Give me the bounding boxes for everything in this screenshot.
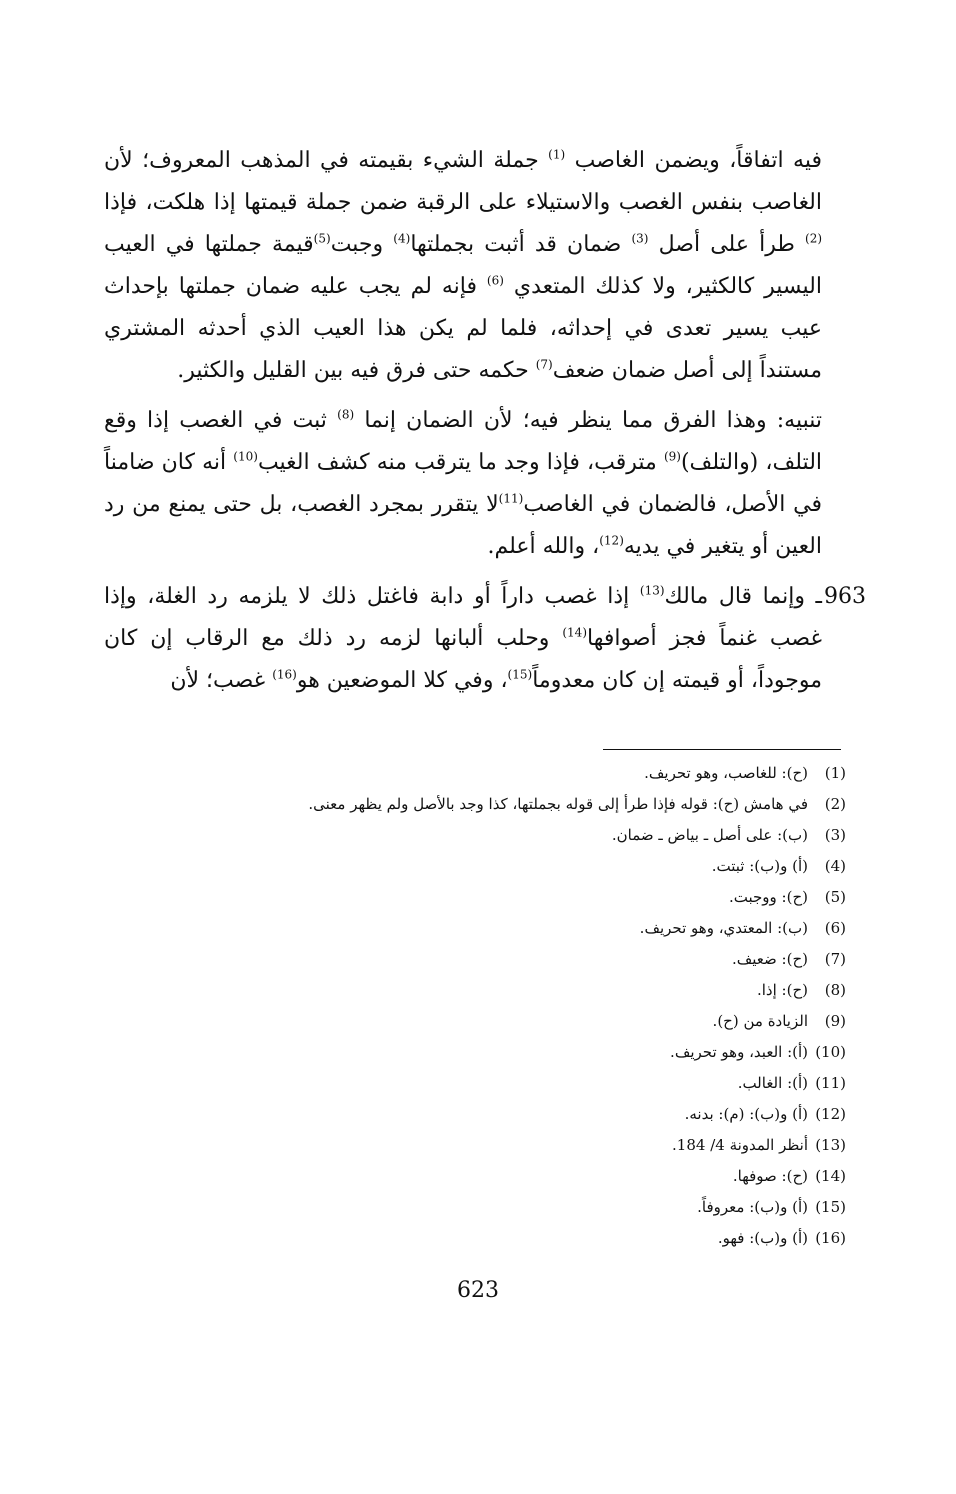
- footnote-number: (4): [824, 857, 846, 875]
- text-segment: قيمة جملتها في العيب اليسير كالكثير، ولا كذلك المتعدي: [104, 232, 822, 299]
- footnote-ref-2[interactable]: (2): [805, 231, 823, 246]
- footnote-ref-7[interactable]: (7): [535, 357, 553, 372]
- footnote-text: (ح): إذا.: [757, 981, 808, 999]
- footnote-ref-16[interactable]: (16): [272, 667, 297, 682]
- footnote-number: (8): [824, 981, 846, 999]
- footnote-separator: [603, 749, 841, 750]
- footnote-ref-4[interactable]: (4): [393, 231, 411, 246]
- footnote-text: في هامش (ح): قوله فإذا طرأ إلى قوله بجملتها، كذا وجد بالأصل ولم يظهر معنى.: [308, 795, 808, 813]
- footnote-text: (أ) و(ب): فهو.: [717, 1229, 808, 1247]
- footnote-ref-12[interactable]: (12): [599, 533, 624, 548]
- footnote-ref-6[interactable]: (6): [486, 273, 504, 288]
- text-segment: ثبت في الغصب إذا وقع التلف، (والتلف): [104, 408, 823, 475]
- footnote-ref-9[interactable]: (9): [663, 449, 681, 464]
- text-segment: ـ وإنما قال مالك: [664, 584, 822, 609]
- footnote-item: [126, 1130, 846, 1161]
- footnote-number: (7): [824, 950, 846, 968]
- text-segment: فإنه لم يجب عليه ضمان جملتها بإحداث عيب يسير تعدى في إحداثه، فلما لم يكن هذا العيب الذي أحدثه المشتري مستنداً إلى أصل ضمان ضعف: [104, 274, 822, 383]
- section-number: 963: [824, 584, 866, 609]
- text-segment: أنه كان ضامناً في الأصل، فالضمان في الغاصب: [104, 450, 822, 517]
- footnote-ref-15[interactable]: (15): [507, 667, 533, 682]
- footnote-number: (15): [815, 1198, 846, 1216]
- footnote-text: (ح): صوفها.: [732, 1167, 808, 1185]
- footnote-number: (11): [815, 1074, 846, 1092]
- footnote-item: [126, 1192, 846, 1223]
- footnote-ref-5[interactable]: (5): [313, 231, 331, 246]
- footnote-text: (ب): المعتدي، وهو تحريف.: [639, 919, 808, 937]
- footnote-number: (10): [815, 1043, 846, 1061]
- footnote-item: [126, 1099, 846, 1130]
- footnote-ref-14[interactable]: (14): [562, 625, 588, 640]
- paragraph-1: [104, 140, 822, 392]
- footnote-number: (3): [824, 826, 846, 844]
- text-segment: ، وفي كلا الموضعين هو: [296, 668, 508, 693]
- main-text: [104, 140, 866, 702]
- footnote-ref-13[interactable]: (13): [639, 583, 665, 598]
- text-segment: ضمان قد أثبت بجملتها: [410, 232, 622, 257]
- footnote-number: (13): [815, 1136, 846, 1154]
- footnote-number: (9): [824, 1012, 846, 1030]
- footnote-item: [126, 1161, 846, 1192]
- text-segment: حكمه حتى فرق فيه بين القليل والكثير.: [177, 358, 529, 383]
- footnote-item: [126, 789, 846, 820]
- text-segment: وحلب ألبانها لزمه رد ذلك مع الرقاب إن كان موجوداً، أو قيمته إن كان معدوماً: [104, 626, 822, 693]
- footnote-text: (ب): على أصل ـ بياض ـ ضمان.: [611, 826, 808, 844]
- text-segment: مترقب، فإذا وجد ما يترقب منه كشف الغيب: [257, 450, 657, 475]
- text-segment: جملة الشيء بقيمته في المذهب المعروف؛ لأن الغاصب بنفس الغصب والاستيلاء على الرقبة ضمن جملة قيمتها إذا هلكت، فإذا: [104, 148, 822, 215]
- text-segment: وجبت: [330, 232, 384, 257]
- footnote-number: (5): [824, 888, 846, 906]
- footnote-number: (14): [815, 1167, 846, 1185]
- footnote-item: [126, 944, 846, 975]
- text-segment: إذا غصب داراً أو دابة فاغتل ذلك لا يلزمه رد الغلة، وإذا غصب غنماً فجز أصوافها: [104, 584, 823, 651]
- footnote-ref-10[interactable]: (10): [233, 449, 258, 464]
- paragraph-2: [104, 400, 822, 568]
- footnote-text: (ح): ووجبت.: [729, 888, 808, 906]
- footnote-item: [126, 758, 846, 789]
- footnote-item: [126, 1068, 846, 1099]
- footnote-item: [126, 913, 846, 944]
- footnote-text: (أ) و(ب): ثبتت.: [711, 857, 808, 875]
- footnote-ref-1[interactable]: (1): [548, 147, 566, 162]
- text-segment: غصب؛ لأن: [170, 668, 266, 693]
- footnote-text: (أ) و(ب): معروفاً.: [697, 1198, 808, 1216]
- footnote-item: [126, 1037, 846, 1068]
- text-segment: تنبيه: وهذا الفرق مما ينظر فيه؛ لأن الضمان إنما: [364, 408, 822, 433]
- paragraph-3: [104, 576, 866, 702]
- footnote-text: أنظر المدونة 4/ 184.: [672, 1136, 808, 1154]
- footnote-item: [126, 975, 846, 1006]
- footnote-ref-8[interactable]: (8): [337, 407, 355, 422]
- footnote-text: (ح): ضعيف.: [731, 950, 808, 968]
- footnote-item: [126, 882, 846, 913]
- text-segment: طرأ على أصل: [658, 232, 795, 257]
- page-number: 623: [457, 1278, 499, 1303]
- footnote-item: [126, 820, 846, 851]
- footnote-text: (ح): للغاصب، وهو تحريف.: [644, 764, 808, 782]
- footnote-number: (1): [824, 764, 846, 782]
- footnote-item: [126, 1223, 846, 1254]
- footnote-text: (أ): الغالب.: [737, 1074, 808, 1092]
- footnote-item: [126, 851, 846, 882]
- footnote-text: (أ): العبد، وهو تحريف.: [670, 1043, 808, 1061]
- footnote-item: [126, 1006, 846, 1037]
- text-segment: فيه اتفاقاً، ويضمن الغاصب: [574, 148, 822, 173]
- text-segment: ، والله أعلم.: [487, 534, 600, 559]
- footnote-ref-11[interactable]: (11): [498, 491, 524, 506]
- footnote-ref-3[interactable]: (3): [631, 231, 649, 246]
- text-segment: لا يتقرر بمجرد الغصب، بل حتى يمنع من رد العين أو يتغير في يديه: [104, 492, 822, 559]
- footnote-number: (16): [815, 1229, 846, 1247]
- footnote-text: (أ) و(ب): (م): بدنه.: [684, 1105, 808, 1123]
- footnotes-list: [126, 758, 846, 1254]
- footnote-text: الزيادة من (ح).: [712, 1012, 808, 1030]
- footnote-number: (2): [824, 795, 846, 813]
- footnote-number: (6): [824, 919, 846, 937]
- footnote-number: (12): [815, 1105, 846, 1123]
